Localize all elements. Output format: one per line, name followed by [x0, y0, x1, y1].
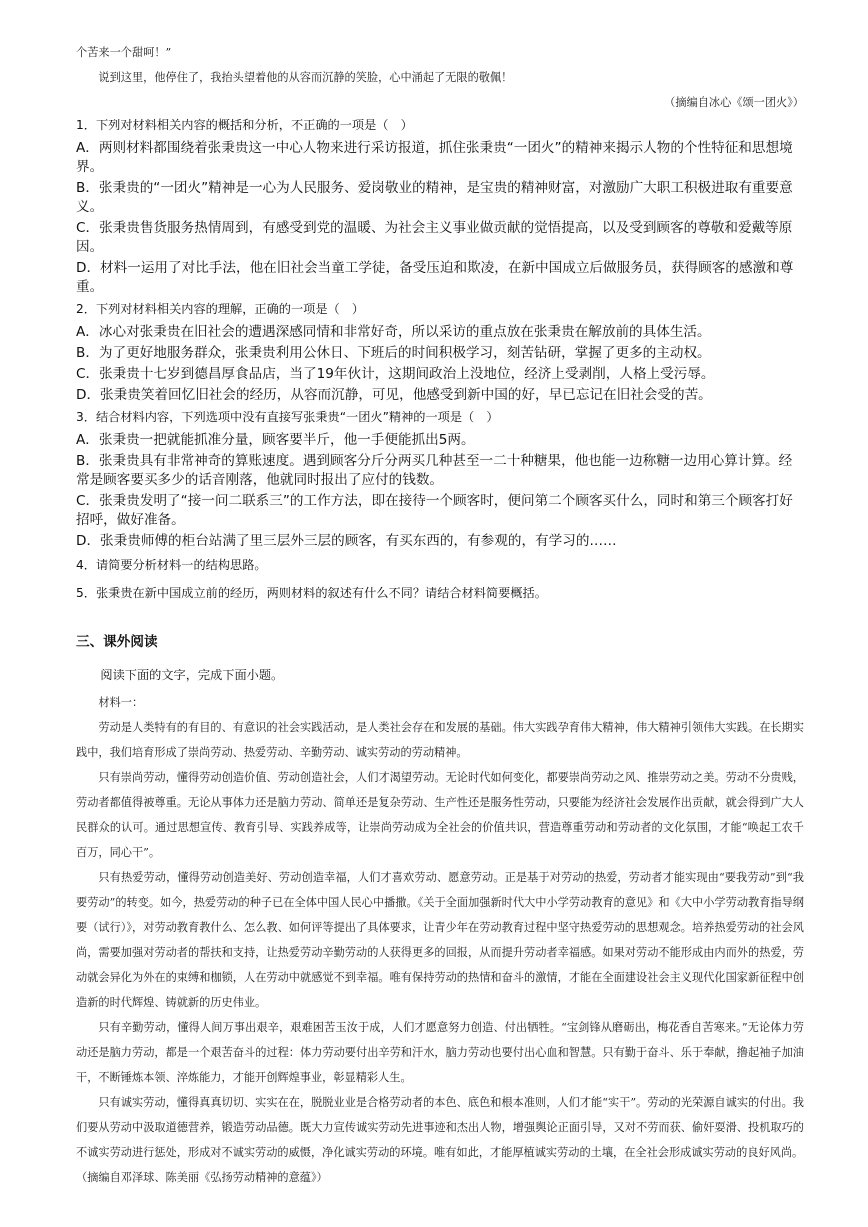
passage-source: （摘编自邓泽球、陈美丽《弘扬劳动精神的意蕴》） — [76, 1171, 328, 1184]
option-b: B．张秉贵具有非常神奇的算账速度。遇到顾客分斤分两买几种甚至一二十种糖果，他也能一边称糖一边用心算计算。经常是顾客要买多少的话音刚落，他就同时报出了应付的钱数。 — [76, 453, 793, 488]
passage-line: 个苦来一个甜呵！” — [76, 46, 172, 59]
option-c: C．张秉贵发明了“接一问二联系三”的工作方法，即在接待一个顾客时，便问第二个顾客买什么，同时和第三个顾客打好招呼，做好准备。 — [76, 493, 793, 528]
reading-passage — [76, 664, 804, 1190]
question-3 — [76, 408, 804, 551]
option-b: B．张秉贵的“一团火”精神是一心为人民服务、爱岗敬业的精神，是宝贵的精神财富，对激励广大职工积极进取有重要意义。 — [76, 180, 793, 215]
question-2 — [76, 300, 804, 405]
option-d: D．张秉贵笑着回忆旧社会的经历，从容而沉静，可见，他感受到新中国的好，早已忘记在旧社会受的苦。 — [76, 387, 712, 403]
passage-paragraph: 只有诚实劳动，懂得真真切切、实实在在，脱脱业业是合格劳动者的本色、底色和根本准则，人们才能“实干”。劳动的光荣源自诚实的付出。我们要从劳动中汲取道德营养，锻造劳动品德。既大力宣传诚实劳动先进事迹和杰出人物，增强舆论正面引导，又对不劳而获、偷奸耍滑、投机取巧的不诚实劳动进行惩处，形成对不诚实劳动的威慑，净化诚实劳动的环境。唯有如此，才能厚植诚实劳动的土壤，在全社会形成诚实劳动的良好风尚。 — [76, 1096, 804, 1159]
passage-paragraph: 说到这里，他停住了，我抬头望着他的从容而沉静的笑脸，心中涌起了无限的敬佩！ — [98, 71, 513, 84]
option-a: A．两则材料都围绕着张秉贵这一中心人物来进行采访报道，抓住张秉贵“一团火”的精神来揭示人物的个性特征和思想境界。 — [76, 140, 793, 175]
option-d: D．材料一运用了对比手法，他在旧社会当童工学徒，备受压迫和欺凌，在新中国成立后做服务员，获得顾客的感激和尊重。 — [76, 260, 794, 295]
option-c: C．张秉贵售货服务热情周到，有感受到党的温暖、为社会主义事业做贡献的觉悟提高，以及受到顾客的尊敬和爱戴等原因。 — [76, 220, 793, 255]
reading-instruction: 阅读下面的文字，完成下面小题。 — [100, 668, 284, 682]
question-4: 4．请简要分析材料一的结构思路。 — [76, 558, 267, 572]
question-5: 5．张秉贵在新中国成立前的经历，两则材料的叙述有什么不同？请结合材料简要概括。 — [76, 586, 547, 600]
question-stem: 3．结合材料内容，下列选项中没有直接写张秉贵“一团火”精神的一项是（ ） — [76, 410, 499, 424]
option-c: C．张秉贵十七岁到德昌厚食品店，当了19年伙计，这期间政治上没地位，经济上受剥削，人格上受污辱。 — [76, 366, 715, 382]
material-label: 材料一： — [98, 696, 144, 709]
question-stem: 1．下列对材料相关内容的概括和分析，不正确的一项是（ ） — [76, 118, 413, 132]
option-b: B．为了更好地服务群众，张秉贵利用公休日、下班后的时间积极学习，刻苦钻研，掌握了更多的主动权。 — [76, 345, 711, 361]
question-stem: 2．下列对材料相关内容的理解，正确的一项是（ ） — [76, 302, 365, 316]
section-heading: 三、课外阅读 — [76, 634, 158, 650]
question-1 — [76, 116, 804, 297]
option-a: A．冰心对张秉贵在旧社会的遭遇深感同情和非常好奇，所以采访的重点放在张秉贵在解放前的具体生活。 — [76, 324, 711, 340]
passage-paragraph: 只有热爱劳动，懂得劳动创造美好、劳动创造幸福，人们才喜欢劳动、愿意劳动。正是基于对劳动的热爱，劳动者才能实现由“要我劳动”到“我要劳动”的转变。如今，热爱劳动的种子已在全体中国人民心中播撒。《关于全面加强新时代大中小学劳动教育的意见》和《大中小学劳动教育指导纲要（试行）》，对劳动教育教什么、怎么教、如何评等提出了具体要求，让青少年在劳动教育过程中坚守热爱劳动的思想观念。培养热爱劳动的社会风尚，需要加强对劳动者的帮扶和支持，让热爱劳动辛勤劳动的人获得更多的回报，从而提升劳动者幸福感。如果对劳动不能形成由内而外的热爱，劳动就会异化为外在的束缚和枷锁，人在劳动中就感觉不到幸福。唯有保持劳动的热情和奋斗的激情，才能在全面建设社会主义现代化国家新征程中创造新的时代辉煌、铸就新的历史伟业。 — [76, 871, 804, 1009]
passage-source: （摘编自冰心《颂一团火》） — [664, 96, 804, 109]
passage-paragraph: 只有崇尚劳动，懂得劳动创造价值、劳动创造社会，人们才渴望劳动。无论时代如何变化，都要崇尚劳动之风、推崇劳动之美。劳动不分贵贱，劳动者都值得被尊重。无论从事体力还是脑力劳动、简单还是复杂劳动、生产性还是服务性劳动，只要能为经济社会发展作出贡献，就会得到广大人民群众的认可。通过思想宣传、教育引导、实践养成等，让崇尚劳动成为全社会的价值共识，营造尊重劳动和劳动者的文化氛围，才能“唤起工农千百万，同心干”。 — [76, 771, 804, 859]
previous-passage-ending — [76, 40, 804, 115]
option-d: D．张秉贵师傅的柜台站满了里三层外三层的顾客，有买东西的，有参观的，有学习的…… — [76, 533, 617, 549]
passage-paragraph: 只有辛勤劳动，懂得人间万事出艰辛，艰难困苦玉汝于成，人们才愿意努力创造、付出牺牲。“宝剑锋从磨砺出，梅花香自苦寒来。”无论体力劳动还是脑力劳动，都是一个艰苦奋斗的过程：体力劳动要付出辛劳和汗水，脑力劳动也要付出心血和智慧。只有勤于奋斗、乐于奉献，撸起袖子加油干，不断锤炼本领、淬炼能力，才能开创辉煌事业，彰显精彩人生。 — [76, 1021, 804, 1084]
passage-paragraph: 劳动是人类特有的有目的、有意识的社会实践活动，是人类社会存在和发展的基础。伟大实践孕育伟大精神，伟大精神引领伟大实践。在长期实践中，我们培育形成了崇尚劳动、热爱劳动、辛勤劳动、诚实劳动的劳动精神。 — [76, 721, 804, 759]
question-list — [76, 113, 804, 612]
option-a: A．张秉贵一把就能抓准分量，顾客要半斤，他一手便能抓出5两。 — [76, 432, 475, 448]
